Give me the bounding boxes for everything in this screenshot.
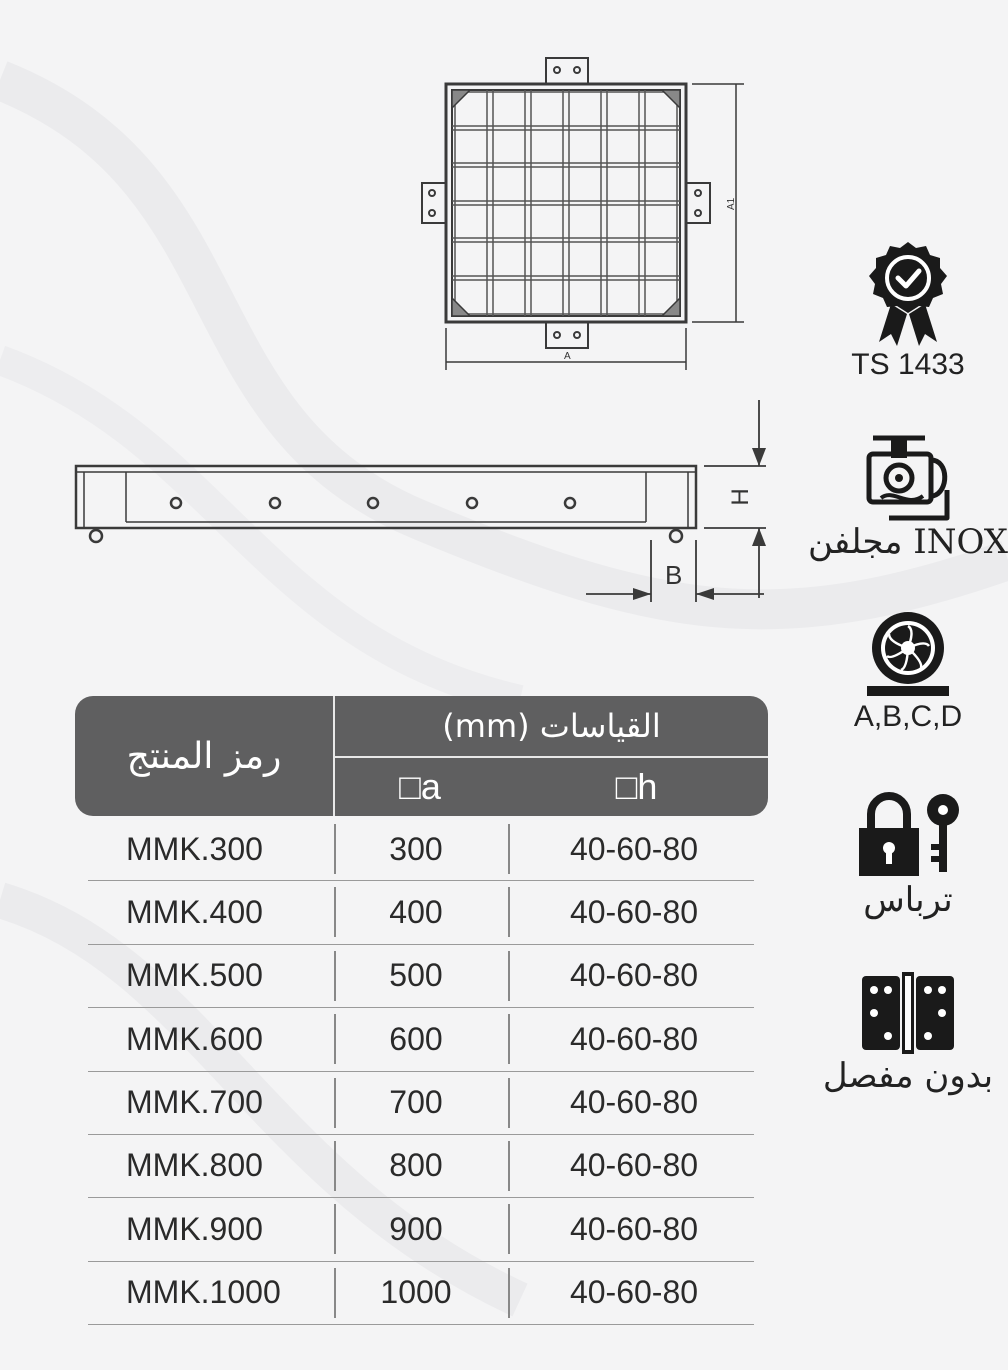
cell-dimension-a: 600 [389, 1020, 443, 1057]
certified-ribbon-icon [863, 238, 953, 348]
wheel-load-class-icon [863, 608, 953, 700]
table-row [88, 1072, 754, 1135]
cell-product-code: MMK.800 [126, 1147, 263, 1184]
header-a: □a [399, 766, 441, 807]
cell-dimension-a: 500 [389, 957, 443, 994]
cell-dimension-a: 1000 [380, 1274, 452, 1311]
table-row [88, 818, 754, 881]
cell-dimension-a: 700 [389, 1084, 443, 1121]
table-row [88, 1135, 754, 1198]
table-row [88, 1008, 754, 1071]
cell-dimension-h: 40-60-80 [569, 1274, 699, 1311]
cell-product-code: MMK.700 [126, 1084, 263, 1121]
side-view-drawing [70, 400, 780, 610]
cell-dimension-h: 40-60-80 [569, 1147, 699, 1184]
badge-label-ts1433: TS 1433 [851, 348, 965, 381]
header-h: □h [615, 766, 658, 807]
cell-dimension-h: 40-60-80 [569, 1020, 699, 1057]
cell-dimension-h: 40-60-80 [569, 893, 699, 930]
cell-product-code: MMK.500 [126, 957, 263, 994]
badge-label-bolt: ترباس [863, 880, 953, 920]
dim-a-label: A [564, 351, 571, 362]
cell-dimension-h: 40-60-80 [569, 957, 699, 994]
header-product-code: رمز المنتج [126, 735, 282, 777]
badge-label-no-hinge: بدون مفصل [822, 1056, 994, 1096]
table-row [88, 1198, 754, 1261]
cell-dimension-h: 40-60-80 [569, 1084, 699, 1121]
table-row [88, 1262, 754, 1325]
cell-product-code: MMK.600 [126, 1020, 263, 1057]
cell-dimension-a: 400 [389, 893, 443, 930]
padlock-key-icon [853, 790, 963, 880]
badge-label-load-class: A,B,C,D [853, 700, 963, 733]
badge-no-hinge [808, 970, 1008, 1096]
table-header [75, 696, 768, 816]
badge-ts1433 [808, 238, 1008, 382]
cell-dimension-h: 40-60-80 [569, 1210, 699, 1247]
badge-galvanized [808, 430, 1008, 562]
cell-product-code: MMK.900 [126, 1210, 263, 1247]
dim-b-label: B [665, 560, 683, 590]
cell-product-code: MMK.400 [126, 893, 263, 930]
dim-h-label: H [727, 488, 754, 506]
badge-load-class [808, 608, 1008, 734]
dim-a1-label: A1 [726, 197, 737, 210]
hinge-icon [858, 970, 958, 1056]
galvanizing-machine-icon [863, 430, 953, 522]
cell-dimension-a: 300 [389, 830, 443, 867]
badge-label-galvanized: مجلفن INOX [808, 522, 1008, 562]
cell-dimension-h: 40-60-80 [569, 830, 699, 867]
table-row [88, 881, 754, 944]
cell-product-code: MMK.300 [126, 830, 263, 867]
cell-dimension-a: 800 [389, 1147, 443, 1184]
badge-bolt [808, 790, 1008, 920]
table-body [88, 818, 754, 1325]
header-dimensions: القياسات (mm) [442, 707, 661, 745]
table-row [88, 945, 754, 1008]
cell-product-code: MMK.1000 [126, 1274, 281, 1311]
cell-dimension-a: 900 [389, 1210, 443, 1247]
top-view-drawing [410, 50, 750, 380]
